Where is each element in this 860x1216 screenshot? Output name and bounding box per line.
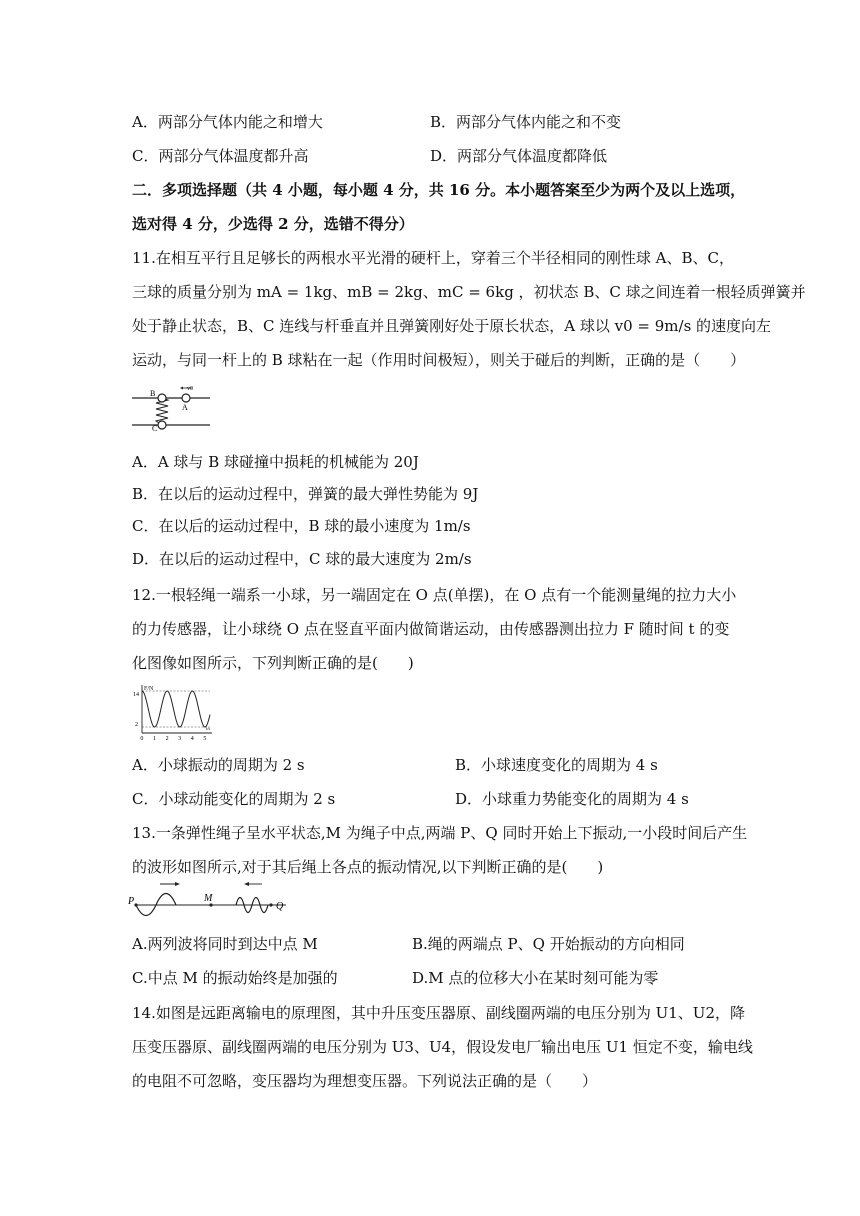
label-p: P <box>128 896 135 907</box>
q12-stem-2: 的力传感器，让小球绕 O 点在竖直平面内做简谐运动，由传感器测出拉力 F 随时间 t 的变 <box>132 620 730 638</box>
q13-stem-1: 13.一条弹性绳子呈水平状态,M 为绳子中点,两端 P、Q 同时开始上下振动,一小段时间后产生 <box>132 824 748 842</box>
q13-wave-figure <box>128 878 290 926</box>
q10-option-a: A．两部分气体内能之和增大 <box>132 113 323 131</box>
ball-a <box>182 394 190 402</box>
label-q: Q <box>276 901 284 912</box>
q13-option-a: A.两列波将同时到达中点 M <box>132 935 318 953</box>
q11-option-b: B．在以后的运动过程中，弹簧的最大弹性势能为 9J <box>132 485 479 503</box>
x-tick-3: 3 <box>178 736 182 741</box>
x-axis-label: t/s <box>206 726 211 731</box>
q12-option-a: A．小球振动的周期为 2 s <box>132 756 305 774</box>
q12-option-c: C．小球动能变化的周期为 2 s <box>132 790 336 808</box>
q14-stem-1: 14.如图是远距离输电的原理图，其中升压变压器原、副线圈两端的电压分别为 U1、U2，降 <box>132 1004 745 1022</box>
y-tick-2: 2 <box>135 722 138 728</box>
q10-option-b: B．两部分气体内能之和不变 <box>430 113 622 131</box>
ball-b <box>158 394 166 402</box>
label-c: C <box>152 424 158 432</box>
label-m: M <box>204 893 213 904</box>
q11-stem-2: 三球的质量分别为 mA = 1kg、mB = 2kg、mC = 6kg ，初状态 B、C 球之间连着一根轻质弹簧并 <box>132 283 806 301</box>
q12-force-time-chart <box>132 681 216 741</box>
q13-option-c: C.中点 M 的振动始终是加强的 <box>132 969 338 987</box>
q10-option-c: C．两部分气体温度都升高 <box>132 147 309 165</box>
label-a: A <box>182 403 188 412</box>
q13-option-d: D.M 点的位移大小在某时刻可能为零 <box>412 969 659 987</box>
q12-stem-1: 12.一根轻绳一端系一小球，另一端固定在 O 点(单摆)，在 O 点有一个能测量绳的拉力大小 <box>132 586 737 604</box>
q11-stem-4: 运动，与同一杆上的 B 球粘在一起（作用时间极短），则关于碰后的判断，正确的是（ ） <box>132 351 746 369</box>
q14-stem-2: 压变压器原、副线圈两端的电压分别为 U3、U4，假设发电厂输出电压 U1 恒定不变，输电线 <box>132 1038 753 1056</box>
x-tick-2: 2 <box>165 736 169 741</box>
y-axis-label: F/N <box>144 686 154 692</box>
section-2-heading-cont: 选对得 4 分，少选得 2 分，选错不得分） <box>132 215 414 233</box>
x-tick-1: 1 <box>152 736 156 741</box>
section-2-heading: 二．多项选择题（共 4 小题，每小题 4 分，共 16 分。本小题答案至少为两个及以上选项， <box>132 181 746 199</box>
label-b: B <box>150 389 156 398</box>
x-tick-5: 5 <box>203 736 207 741</box>
y-tick-14: 14 <box>133 692 139 698</box>
x-tick-4: 4 <box>190 736 194 741</box>
q14-stem-3: 的电阻不可忽略，变压器均为理想变压器。下列说法正确的是（ ） <box>132 1072 598 1090</box>
ball-c <box>158 421 166 429</box>
q12-option-d: D．小球重力势能变化的周期为 4 s <box>455 790 689 808</box>
force-curve <box>142 691 210 727</box>
q11-stem-3: 处于静止状态，B、C 连线与杆垂直并且弹簧刚好处于原长状态，A 球以 v0 = 9m/s 的速度向左 <box>132 317 772 335</box>
q11-option-d: D．在以后的运动过程中，C 球的最大速度为 2m/s <box>132 550 472 568</box>
q11-stem-1: 11.在相互平行且足够长的两根水平光滑的硬杆上，穿着三个半径相同的刚性球 A、B、C， <box>132 249 734 267</box>
q11-option-c: C．在以后的运动过程中，B 球的最小速度为 1m/s <box>132 517 471 535</box>
x-tick-0: 0 <box>140 736 144 741</box>
label-v0: v0 <box>187 386 193 392</box>
q11-option-a: A．A 球与 B 球碰撞中损耗的机械能为 20J <box>132 453 419 471</box>
q12-stem-3: 化图像如图所示，下列判断正确的是( ) <box>132 654 414 672</box>
q11-figure-rods-spring <box>132 384 212 432</box>
q13-option-b: B.绳的两端点 P、Q 开始振动的方向相同 <box>412 935 685 953</box>
q12-option-b: B．小球速度变化的周期为 4 s <box>455 756 658 774</box>
q10-option-d: D．两部分气体温度都降低 <box>430 147 608 165</box>
q13-stem-2: 的波形如图所示,对于其后绳上各点的振动情况,以下判断正确的是( ) <box>132 858 604 876</box>
